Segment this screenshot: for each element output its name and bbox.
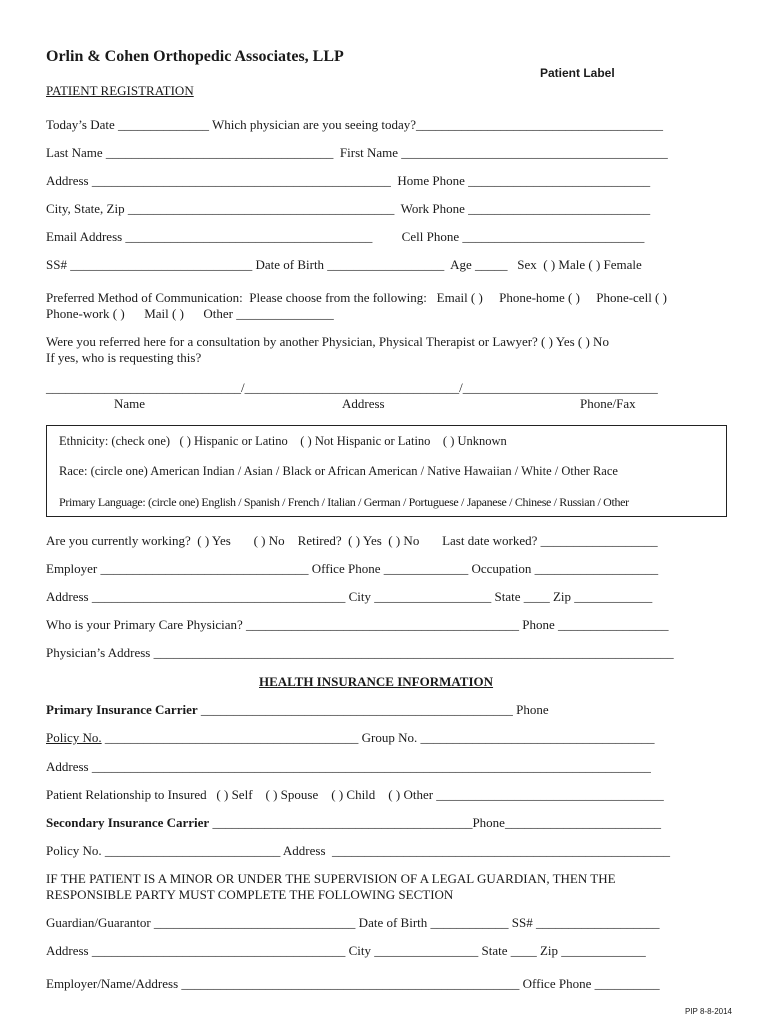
secondary-insurance-label: Secondary Insurance Carrier	[46, 815, 210, 830]
secondary-insurance-field[interactable]: ________________________________________Phone________________________	[209, 815, 661, 830]
guardian-address-line[interactable]: Address _______________________________________ City ________________ State ____ Zip _____________	[46, 943, 646, 958]
employment-status-line[interactable]: Are you currently working? ( ) Yes ( ) No Retired? ( ) Yes ( ) No Last date worked? __________________	[46, 533, 658, 548]
primary-insurance-field[interactable]: ________________________________________________ Phone	[197, 702, 549, 717]
insurance-address-line[interactable]: Address ______________________________________________________________________________________	[46, 759, 651, 774]
ethnicity-line[interactable]: Ethnicity: (check one) ( ) Hispanic or Latino ( ) Not Hispanic or Latino ( ) Unknown	[59, 434, 507, 448]
section-title-health-insurance: HEALTH INSURANCE INFORMATION	[259, 674, 494, 689]
email-cell-phone-line[interactable]: Email Address ______________________________________ Cell Phone ____________________________	[46, 229, 645, 244]
primary-care-physician-line[interactable]: Who is your Primary Care Physician? __________________________________________ Phone _________________	[46, 617, 669, 632]
column-label-name: Name	[114, 396, 146, 411]
employer-line[interactable]: Employer ________________________________ Office Phone _____________ Occupation ___________________	[46, 561, 659, 576]
patient-label-area: Patient Label	[540, 66, 615, 80]
policy-group-line[interactable]	[46, 730, 654, 746]
organization-name: Orlin & Cohen Orthopedic Associates, LLP	[46, 48, 344, 65]
column-label-address: Address	[342, 396, 385, 411]
primary-insurance-label: Primary Insurance Carrier	[46, 702, 198, 717]
section-title-patient-registration: PATIENT REGISTRATION	[46, 83, 194, 98]
guardian-notice: IF THE PATIENT IS A MINOR OR UNDER THE SUPERVISION OF A LEGAL GUARDIAN, THEN THE	[46, 871, 616, 886]
form-revision-code: PIP 8-8-2014	[685, 1007, 732, 1016]
city-work-phone-line[interactable]: City, State, Zip _________________________________________ Work Phone ____________________________	[46, 201, 651, 216]
ss-dob-age-sex-line[interactable]: SS# ____________________________ Date of Birth __________________ Age _____ Sex ( ) Male ( ) Female	[46, 257, 642, 272]
policy-no-label: Policy No.	[46, 730, 102, 745]
referral-followup: If yes, who is requesting this?	[46, 350, 202, 365]
demographics-box	[46, 425, 727, 517]
communication-preference-line-2[interactable]: Phone-work ( ) Mail ( ) Other _______________	[46, 306, 334, 321]
race-line[interactable]: Race: (circle one) American Indian / Asian / Black or African American / Native Hawaiian / White / Other Race	[59, 464, 618, 478]
policy-group-field[interactable]: _______________________________________ Group No. ____________________________________	[101, 730, 655, 745]
referral-question[interactable]: Were you referred here for a consultation by another Physician, Physical Therapist or Lawyer? ( ) Yes ( ) No	[46, 334, 609, 349]
column-label-phone-fax: Phone/Fax	[580, 396, 636, 411]
primary-language-line[interactable]: Primary Language: (circle one) English / Spanish / French / Italian / German / Portuguese / Japanese / Chinese / Russian / Other	[59, 495, 629, 509]
guardian-guarantor-line[interactable]: Guardian/Guarantor _______________________________ Date of Birth ____________ SS# ___________________	[46, 915, 660, 930]
name-line[interactable]: Last Name ___________________________________ First Name _________________________________________	[46, 145, 668, 160]
secondary-insurance-line[interactable]	[46, 815, 661, 831]
insured-relationship-line[interactable]: Patient Relationship to Insured ( ) Self ( ) Spouse ( ) Child ( ) Other ___________________________________	[46, 787, 664, 802]
guardian-notice-2: RESPONSIBLE PARTY MUST COMPLETE THE FOLLOWING SECTION	[46, 887, 454, 902]
address-home-phone-line[interactable]: Address ______________________________________________ Home Phone ____________________________	[46, 173, 651, 188]
referral-info-line[interactable]: ______________________________/_________________________________/______________________________	[46, 380, 658, 395]
physician-address-line[interactable]: Physician’s Address ________________________________________________________________________________	[46, 645, 674, 660]
employer-address-line[interactable]: Address _______________________________________ City __________________ State ____ Zip ____________	[46, 589, 653, 604]
secondary-policy-line[interactable]: Policy No. ___________________________ Address ____________________________________________________	[46, 843, 670, 858]
guardian-employer-line[interactable]: Employer/Name/Address ____________________________________________________ Office Phone __________	[46, 976, 660, 991]
communication-preference-line[interactable]: Preferred Method of Communication: Please choose from the following: Email ( ) Phone-home ( ) Phone-cell ( )	[46, 290, 667, 305]
primary-insurance-line[interactable]	[46, 702, 549, 718]
todays-date-physician-line[interactable]: Today’s Date ______________ Which physician are you seeing today?______________________________________	[46, 117, 663, 132]
